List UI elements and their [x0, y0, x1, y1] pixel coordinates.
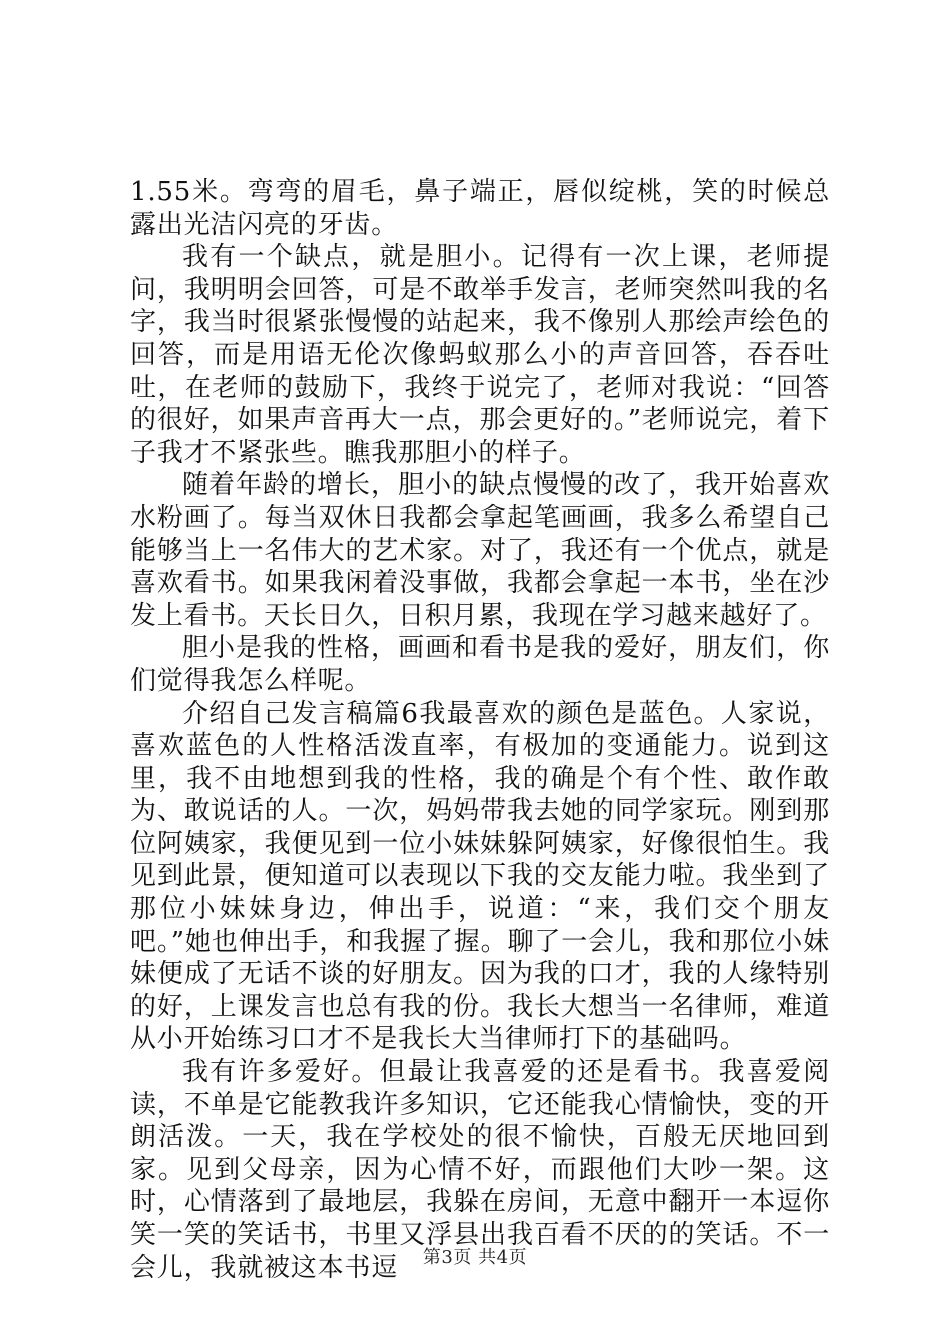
paragraph-2: 我有一个缺点，就是胆小。记得有一次上课，老师提问，我明明会回答，可是不敢举手发言，老师突然叫我的名字，我当时很紧张慢慢的站起来，我不像别人那绘声绘色的回答，而是用语无伦次像蚂蚁那么小的声音回答，吞吞吐吐，在老师的鼓励下，我终于说完了，老师对我说：“回答的很好，如果声音再大一点，那会更好的。”老师说完，着下子我才不紧张些。瞧我那胆小的样子。 [130, 242, 830, 468]
paragraph-5: 介绍自己发言稿篇6我最喜欢的颜色是蓝色。人家说，喜欢蓝色的人性格活泼直率，有极加的变通能力。说到这里，我不由地想到我的性格，我的确是个有个性、敢作敢为、敢说话的人。一次，妈妈带我去她的同学家玩。刚到那位阿姨家，我便见到一位小妹妹躲阿姨家，好像很怕生。我见到此景，便知道可以表现以下我的交友能力啦。我坐到了那位小妹妹身边，伸出手，说道：“来，我们交个朋友吧。”她也伸出手，和我握了握。聊了一会儿，我和那位小妹妹便成了无话不谈的好朋友。因为我的口才，我的人缘特别的好，上课发言也总有我的份。我长大想当一名律师，难道从小开始练习口才不是我长大当律师打下的基础吗。 [130, 698, 830, 1055]
paragraph-4: 胆小是我的性格，画画和看书是我的爱好，朋友们，你们觉得我怎么样呢。 [130, 633, 830, 696]
paragraph-6: 我有许多爱好。但最让我喜爱的还是看书。我喜爱阅读，不单是它能教我许多知识，它还能我心情愉快，变的开朗活泼。一天，我在学校处的很不愉快，百般无厌地回到家。见到父母亲，因为心情不好，而跟他们大吵一架。这时，心情落到了最地层，我躲在房间，无意中翻开一本逗你笑一笑的笑话书，书里又浮县出我百看不厌的的笑话。不一会儿，我就被这本书逗 [130, 1057, 830, 1283]
paragraph-1: 1.55米。弯弯的眉毛，鼻子端正，唇似绽桃，笑的时候总露出光洁闪亮的牙齿。 [130, 177, 830, 240]
paragraph-3: 随着年龄的增长，胆小的缺点慢慢的改了，我开始喜欢水粉画了。每当双休日我都会拿起笔画画，我多么希望自己能够当上一名伟大的艺术家。对了，我还有一个优点，就是喜欢看书。如果我闲着没事做，我都会拿起一本书，坐在沙发上看书。天长日久，日积月累，我现在学习越来越好了。 [130, 470, 830, 631]
document-body [130, 176, 830, 1284]
page-footer: 第3页 共4页 [422, 1247, 528, 1268]
